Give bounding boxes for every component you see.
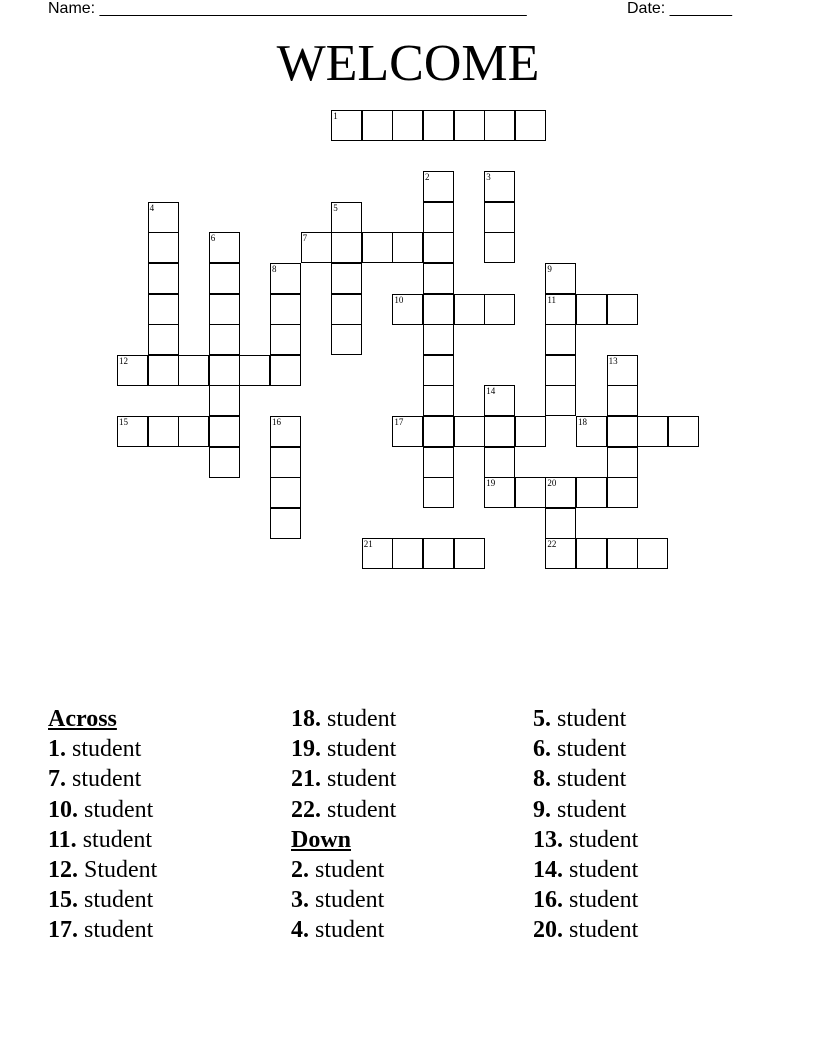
grid-cell[interactable] — [423, 538, 454, 569]
grid-cell[interactable] — [331, 202, 362, 233]
grid-cell[interactable] — [270, 294, 301, 325]
grid-cell[interactable] — [607, 447, 638, 478]
clue: 14. student — [533, 856, 639, 883]
grid-cell[interactable] — [454, 416, 485, 447]
clue-number: 20 — [547, 478, 557, 489]
grid-cell[interactable] — [607, 477, 638, 508]
grid-cell[interactable] — [423, 355, 454, 386]
grid-cell[interactable] — [484, 385, 515, 416]
clue: 3. student — [291, 887, 385, 914]
clue-number: 6 — [210, 233, 216, 244]
grid-cell[interactable] — [148, 263, 179, 294]
name-label: Name: — [48, 0, 96, 17]
grid-cell[interactable] — [392, 538, 423, 569]
clue: 19. student — [291, 736, 397, 763]
clue-number: 11 — [547, 294, 557, 305]
grid-cell[interactable] — [545, 355, 576, 386]
grid-cell[interactable] — [545, 324, 576, 355]
clue-number: 4 — [149, 202, 155, 213]
grid-cell[interactable] — [209, 294, 240, 325]
clue: 15. student — [48, 887, 154, 914]
grid-cell[interactable] — [607, 294, 638, 325]
date-line[interactable]: _______ — [669, 0, 732, 17]
grid-cell[interactable] — [301, 232, 332, 263]
clue-number: 19 — [486, 478, 496, 489]
grid-cell[interactable] — [454, 110, 485, 141]
grid-cell[interactable] — [209, 324, 240, 355]
clue-column-3 — [533, 704, 638, 946]
grid-cell[interactable] — [484, 294, 515, 325]
grid-cell[interactable] — [423, 171, 454, 202]
clue-number: 10 — [394, 294, 404, 305]
grid-cell[interactable] — [117, 355, 148, 386]
name-line[interactable]: ________________________________________________ — [99, 0, 527, 17]
clue: 11. student — [48, 826, 153, 853]
grid-cell[interactable] — [117, 416, 148, 447]
across-heading: Across — [48, 706, 117, 732]
grid-cell[interactable] — [545, 538, 576, 569]
grid-cell[interactable] — [392, 110, 423, 141]
clue-number: 15 — [119, 417, 128, 427]
grid-cell[interactable] — [576, 416, 607, 447]
clue: 5. student — [533, 706, 627, 732]
grid-cell[interactable] — [423, 324, 454, 355]
grid-cell[interactable] — [545, 477, 576, 508]
clue-number: 21 — [363, 539, 373, 550]
clue-number: 18 — [578, 417, 587, 427]
grid-cell[interactable] — [270, 447, 301, 478]
grid-cell[interactable] — [331, 263, 362, 294]
grid-cell[interactable] — [331, 324, 362, 355]
grid-cell[interactable] — [331, 110, 362, 141]
clue-number: 5 — [333, 202, 338, 213]
clue: 6. student — [533, 736, 627, 763]
grid-cell[interactable] — [484, 416, 515, 447]
grid-cell[interactable] — [484, 447, 515, 478]
clue: 10. student — [48, 796, 154, 823]
grid-cell[interactable] — [576, 538, 607, 569]
grid-cell[interactable] — [270, 355, 301, 386]
page-title: WELCOME — [276, 35, 540, 92]
clue-number: 17 — [394, 417, 404, 427]
grid-cell[interactable] — [209, 416, 240, 447]
clue-number: 12 — [119, 355, 128, 366]
clue: 4. student — [291, 917, 385, 944]
grid-cell[interactable] — [484, 477, 515, 508]
grid-cell[interactable] — [178, 416, 209, 447]
clue: 18. student — [291, 706, 397, 732]
grid-cell[interactable] — [545, 294, 576, 325]
clue: 2. student — [291, 856, 385, 883]
grid-cell[interactable] — [454, 538, 485, 569]
clue-number: 16 — [272, 417, 281, 427]
grid-cell[interactable] — [484, 171, 515, 202]
grid-cell[interactable] — [392, 232, 423, 263]
clue: 22. student — [291, 796, 397, 823]
clue: 20. student — [533, 917, 639, 944]
grid-cell[interactable] — [270, 477, 301, 508]
grid-cell[interactable] — [423, 110, 454, 141]
grid-cell[interactable] — [607, 385, 638, 416]
clue: 13. student — [533, 826, 639, 853]
grid-cell[interactable] — [423, 416, 454, 447]
grid-cell[interactable] — [178, 355, 209, 386]
grid-cell[interactable] — [515, 416, 546, 447]
grid-cell[interactable] — [362, 232, 393, 263]
clue-number: 3 — [486, 172, 491, 183]
grid-cell[interactable] — [148, 294, 179, 325]
grid-cell[interactable] — [545, 263, 576, 294]
grid-cell[interactable] — [423, 294, 454, 325]
grid-cell[interactable] — [576, 294, 607, 325]
clue-number: 13 — [608, 355, 618, 366]
clue: 1. student — [48, 736, 142, 763]
clue-number: 1 — [333, 111, 338, 121]
clue-number: 9 — [547, 264, 552, 274]
clue-number: 8 — [272, 264, 277, 274]
grid-cell[interactable] — [607, 355, 638, 386]
grid-cell[interactable] — [148, 355, 179, 386]
clue-column-2 — [291, 704, 396, 946]
clue: 12. Student — [48, 856, 158, 883]
grid-cell[interactable] — [209, 355, 240, 386]
grid-cell[interactable] — [545, 385, 576, 416]
date-label: Date: — [627, 0, 666, 17]
grid-cell[interactable] — [454, 294, 485, 325]
clue: 16. student — [533, 887, 639, 914]
clue: 9. student — [533, 796, 627, 823]
grid-cell[interactable] — [270, 416, 301, 447]
grid-cell[interactable] — [209, 232, 240, 263]
grid-cell[interactable] — [148, 416, 179, 447]
grid-cell[interactable] — [423, 477, 454, 508]
grid-cell[interactable] — [148, 324, 179, 355]
grid-cell[interactable] — [270, 263, 301, 294]
grid-cell[interactable] — [545, 508, 576, 539]
grid-cell[interactable] — [484, 232, 515, 263]
grid-cell[interactable] — [331, 294, 362, 325]
grid-cell[interactable] — [607, 538, 638, 569]
grid-cell[interactable] — [148, 232, 179, 263]
grid-cell[interactable] — [423, 263, 454, 294]
grid-cell[interactable] — [423, 447, 454, 478]
clue: 21. student — [291, 766, 397, 793]
grid-cell[interactable] — [392, 294, 423, 325]
grid-cell[interactable] — [148, 202, 179, 233]
clue: 17. student — [48, 917, 154, 944]
grid-cell[interactable] — [515, 477, 546, 508]
grid-cell[interactable] — [423, 202, 454, 233]
grid-cell[interactable] — [484, 110, 515, 141]
grid-cell[interactable] — [607, 416, 638, 447]
grid-cell[interactable] — [515, 110, 546, 141]
grid-cell[interactable] — [423, 232, 454, 263]
clue-number: 14 — [486, 386, 496, 397]
clue-number: 22 — [547, 539, 557, 550]
clue-number: 7 — [302, 233, 308, 244]
grid-cell[interactable] — [362, 110, 393, 141]
grid-cell[interactable] — [209, 447, 240, 478]
grid-cell[interactable] — [362, 538, 393, 569]
down-heading: Down — [291, 826, 352, 853]
grid-cell[interactable] — [423, 385, 454, 416]
clue: 8. student — [533, 766, 627, 793]
clue-column-1 — [48, 704, 157, 946]
grid-cell[interactable] — [576, 477, 607, 508]
clue: 7. student — [48, 766, 142, 793]
grid-cell[interactable] — [392, 416, 423, 447]
grid-cell[interactable] — [331, 232, 362, 263]
grid-cell[interactable] — [637, 538, 668, 569]
grid-cell[interactable] — [484, 202, 515, 233]
grid-cell[interactable] — [209, 385, 240, 416]
grid-cell[interactable] — [270, 324, 301, 355]
grid-cell[interactable] — [270, 508, 301, 539]
grid-cell[interactable] — [209, 263, 240, 294]
grid-cell[interactable] — [637, 416, 668, 447]
grid-cell[interactable] — [239, 355, 270, 386]
grid-cell[interactable] — [668, 416, 699, 447]
clue-number: 2 — [425, 172, 430, 183]
